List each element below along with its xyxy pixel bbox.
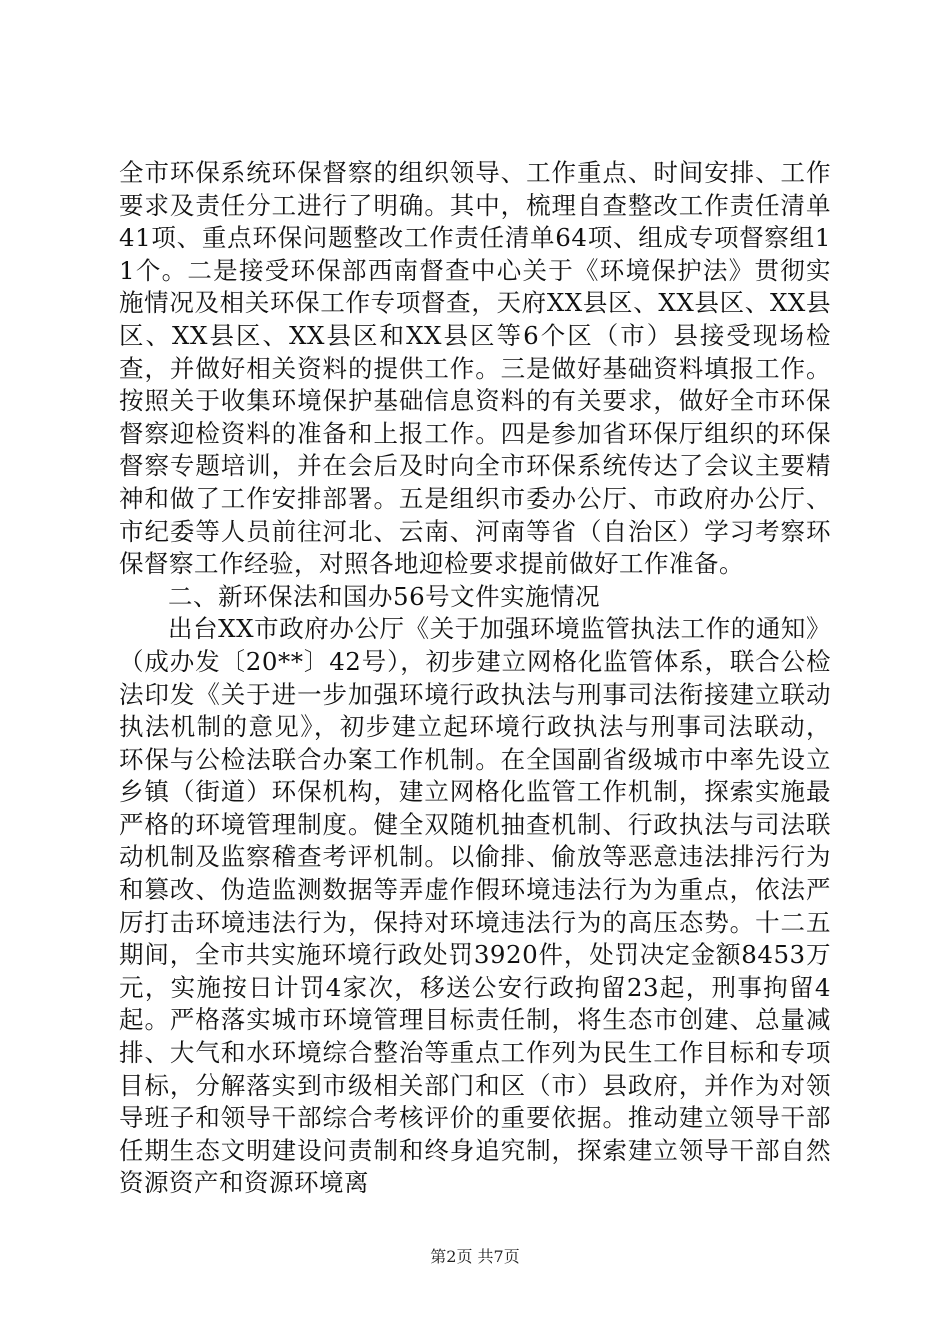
page-footer: 第2页 共7页 (430, 1247, 520, 1266)
paragraph-body: 出台XX市政府办公厅《关于加强环境监管执法工作的通知》（成办发〔20**〕42号），初步建立网格化监管体系，联合公检法印发《关于进一步加强环境行政执法与刑事司法衔接建立联动执法机制的意见》，初步建立起环境行政执法与刑事司法联动，环保与公检法联合办案工作机制。在全国副省级城市中率先设立乡镇（街道）环保机构，建立网格化监管工作机制，探索实施最严格的环境管理制度。健全双随机抽查机制、行政执法与司法联动机制及监察稽查考评机制。以偷排、偷放等恶意违法排污行为和篡改、伪造监测数据等弄虚作假环境违法行为为重点，依法严厉打击环境违法行为，保持对环境违法行为的高压态势。十二五期间，全市共实施环境行政处罚3920件，处罚决定金额8453万元，实施按日计罚4家次，移送公安行政拘留23起，刑事拘留4起。严格落实城市环境管理目标责任制，将生态市创建、总量减排、大气和水环境综合整治等重点工作列为民生工作目标和专项目标，分解落实到市级相关部门和区（市）县政府，并作为对领导班子和领导干部综合考核评价的重要依据。推动建立领导干部任期生态文明建设问责制和终身追究制，探索建立领导干部自然资源资产和资源环境离 (119, 614, 831, 1198)
document-body (119, 157, 831, 1200)
section-heading: 二、新环保法和国办56号文件实施情况 (168, 581, 601, 611)
paragraph-continuation: 全市环保系统环保督察的组织领导、工作重点、时间安排、工作要求及责任分工进行了明确。其中，梳理自查整改工作责任清单41项、重点环保问题整改工作责任清单64项、组成专项督察组11个。二是接受环保部西南督查中心关于《环境保护法》贯彻实施情况及相关环保工作专项督查，天府XX县区、XX县区、XX县区、XX县区、XX县区和XX县区等6个区（市）县接受现场检查，并做好相关资料的提供工作。三是做好基础资料填报工作。按照关于收集环境保护基础信息资料的有关要求，做好全市环保督察迎检资料的准备和上报工作。四是参加省环保厅组织的环保督察专题培训，并在会后及时向全市环保系统传达了会议主要精神和做了工作安排部署。五是组织市委办公厅、市政府办公厅、市纪委等人员前往河北、云南、河南等省（自治区）学习考察环保督察工作经验，对照各地迎检要求提前做好工作准备。 (119, 158, 831, 579)
